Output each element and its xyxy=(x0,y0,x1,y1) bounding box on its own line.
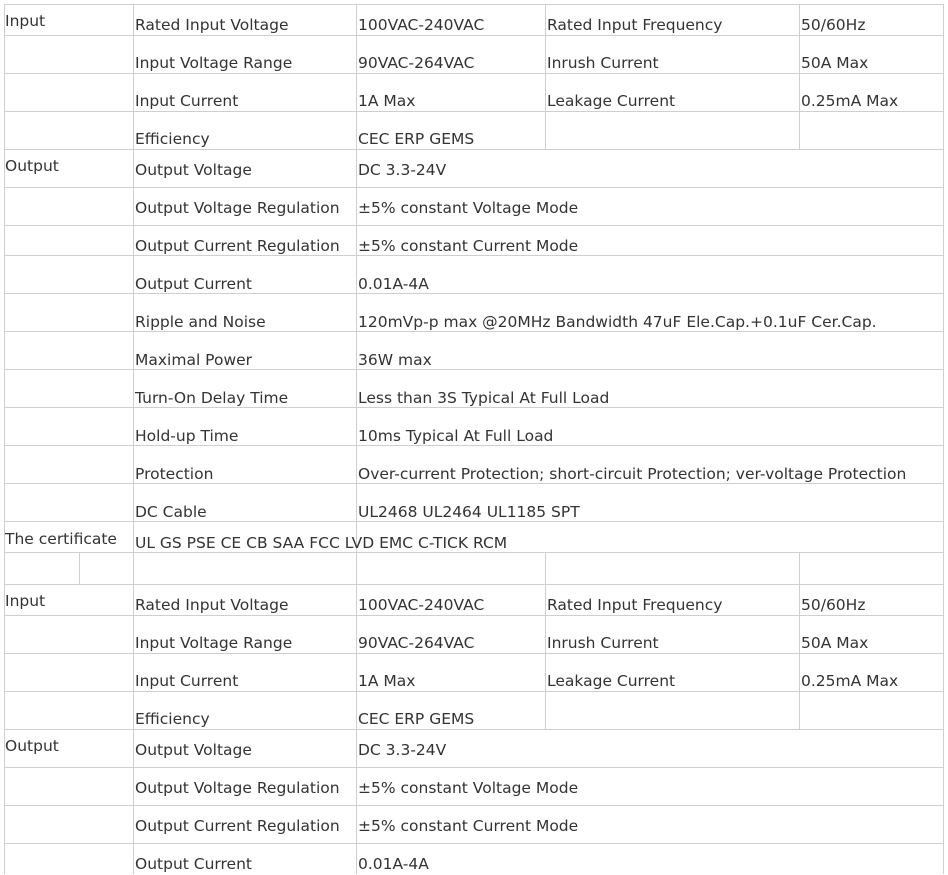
grid-line xyxy=(4,691,944,692)
row-value: 50/60Hz xyxy=(801,16,866,34)
row-value: 90VAC-264VAC xyxy=(358,634,475,652)
grid-line xyxy=(4,111,944,112)
certificate-value: UL GS PSE CE CB SAA FCC LVD EMC C-TICK RCM xyxy=(135,534,508,552)
section-label-output: Output xyxy=(5,737,59,755)
section-label-output: Output xyxy=(5,157,59,175)
row-label: Input Current xyxy=(135,92,239,110)
grid-line xyxy=(4,407,944,408)
row-value: 50A Max xyxy=(801,634,869,652)
grid-line xyxy=(4,615,944,616)
row-label: Turn-On Delay Time xyxy=(135,389,289,407)
row-label: Hold-up Time xyxy=(135,427,239,445)
row-label: Ripple and Noise xyxy=(135,313,266,331)
row-label: Inrush Current xyxy=(547,634,659,652)
row-label: Protection xyxy=(135,465,214,483)
grid-line xyxy=(4,483,944,484)
grid-line xyxy=(4,653,944,654)
row-label: Efficiency xyxy=(135,710,210,728)
section-label-input: Input xyxy=(5,12,46,30)
row-value: 100VAC-240VAC xyxy=(358,16,485,34)
row-label: Input Current xyxy=(135,672,239,690)
row-label: Leakage Current xyxy=(547,672,676,690)
grid-line xyxy=(4,521,944,522)
row-value: UL2468 UL2464 UL1185 SPT xyxy=(358,503,580,521)
row-label: Maximal Power xyxy=(135,351,253,369)
row-label: Rated Input Voltage xyxy=(135,16,289,34)
grid-line xyxy=(4,767,944,768)
row-value: 100VAC-240VAC xyxy=(358,596,485,614)
grid-line xyxy=(545,4,546,149)
row-value: 90VAC-264VAC xyxy=(358,54,475,72)
row-label: Output Current Regulation xyxy=(135,237,340,255)
row-value: Less than 3S Typical At Full Load xyxy=(358,389,610,407)
row-label: Output Voltage xyxy=(135,741,252,759)
row-label: Efficiency xyxy=(135,130,210,148)
row-value: Over-current Protection; short-circuit Protection; ver-voltage Protection xyxy=(358,465,907,483)
grid-line xyxy=(4,4,944,5)
row-value: CEC ERP GEMS xyxy=(358,130,475,148)
grid-line xyxy=(4,805,944,806)
row-value: 36W max xyxy=(358,351,432,369)
grid-line xyxy=(4,729,944,730)
row-value: 0.01A-4A xyxy=(358,275,429,293)
grid-line xyxy=(4,187,944,188)
grid-line xyxy=(4,255,944,256)
row-label: Output Voltage Regulation xyxy=(135,779,340,797)
row-value: 0.25mA Max xyxy=(801,672,899,690)
row-label: Output Current Regulation xyxy=(135,817,340,835)
row-label: Leakage Current xyxy=(547,92,676,110)
row-label: Output Current xyxy=(135,855,252,873)
row-label: Input Voltage Range xyxy=(135,54,293,72)
section-label-input: Input xyxy=(5,592,46,610)
row-value: ±5% constant Voltage Mode xyxy=(358,779,579,797)
grid-line xyxy=(4,73,944,74)
row-label: Output Voltage Regulation xyxy=(135,199,340,217)
grid-line xyxy=(79,552,80,584)
row-value: 1A Max xyxy=(358,92,416,110)
grid-line xyxy=(356,4,357,874)
row-value: CEC ERP GEMS xyxy=(358,710,475,728)
grid-line xyxy=(4,445,944,446)
grid-line xyxy=(4,293,944,294)
grid-line xyxy=(4,584,944,585)
grid-line xyxy=(4,331,944,332)
row-label: Inrush Current xyxy=(547,54,659,72)
spec-table xyxy=(4,4,945,874)
row-value: 0.25mA Max xyxy=(801,92,899,110)
row-value: 120mVp-p max @20MHz Bandwidth 47uF Ele.Cap.+0.1uF Cer.Cap. xyxy=(358,313,877,331)
row-label: Output Voltage xyxy=(135,161,252,179)
grid-line xyxy=(545,552,546,729)
row-value: DC 3.3-24V xyxy=(358,741,447,759)
grid-line xyxy=(4,369,944,370)
row-label: DC Cable xyxy=(135,503,207,521)
row-label: Rated Input Frequency xyxy=(547,596,723,614)
row-label: Output Current xyxy=(135,275,252,293)
grid-line xyxy=(799,4,800,149)
grid-line xyxy=(943,4,944,874)
row-value: ±5% constant Current Mode xyxy=(358,237,579,255)
grid-line xyxy=(133,4,134,874)
row-value: 50/60Hz xyxy=(801,596,866,614)
row-value: 1A Max xyxy=(358,672,416,690)
certificate-label: The certificate xyxy=(5,530,117,548)
row-value: ±5% constant Voltage Mode xyxy=(358,199,579,217)
row-label: Rated Input Frequency xyxy=(547,16,723,34)
grid-line xyxy=(4,843,944,844)
row-label: Rated Input Voltage xyxy=(135,596,289,614)
grid-line xyxy=(799,552,800,729)
row-value: DC 3.3-24V xyxy=(358,161,447,179)
row-value: 0.01A-4A xyxy=(358,855,429,873)
row-label: Input Voltage Range xyxy=(135,634,293,652)
row-value: ±5% constant Current Mode xyxy=(358,817,579,835)
grid-line xyxy=(4,552,944,553)
grid-line xyxy=(4,149,944,150)
grid-line xyxy=(4,225,944,226)
row-value: 50A Max xyxy=(801,54,869,72)
grid-line xyxy=(4,35,944,36)
row-value: 10ms Typical At Full Load xyxy=(358,427,554,445)
